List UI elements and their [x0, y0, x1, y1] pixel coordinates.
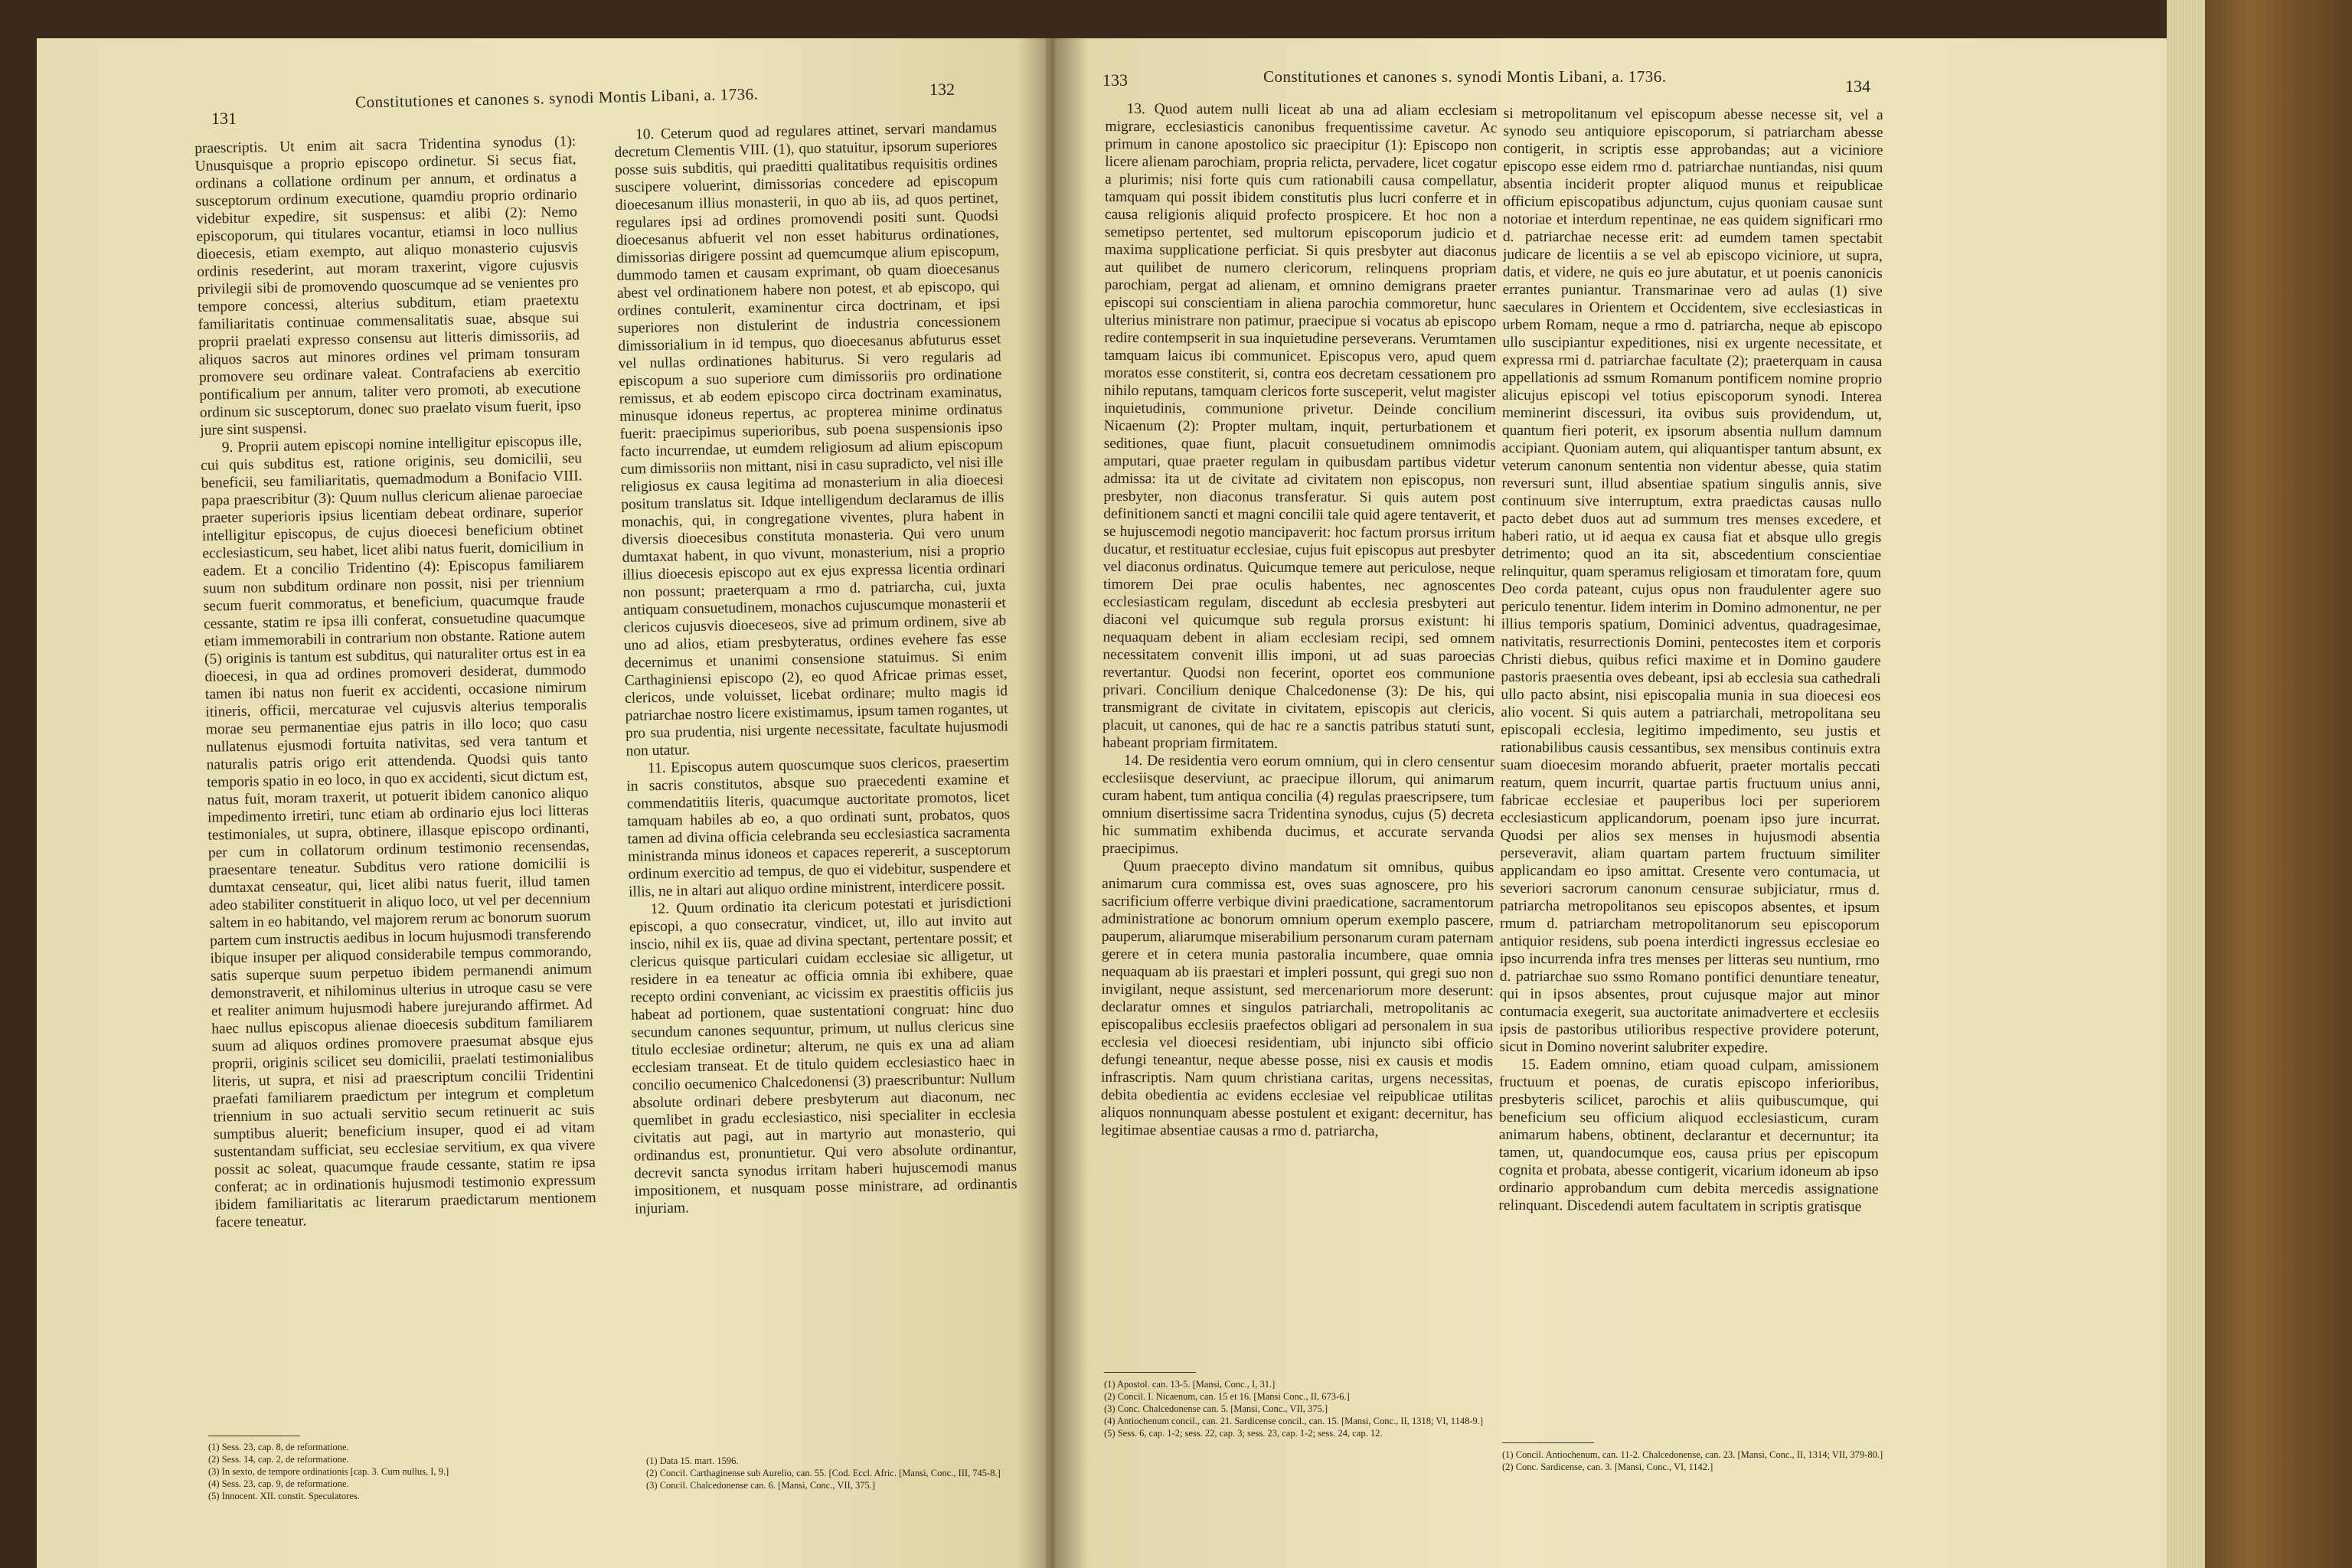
footnote: (2) Conc. Sardicense, can. 3. [Mansi, Conc., VI, 1142.] [1502, 1462, 1713, 1472]
paragraph: 12. Quum ordinatio ita clericum potestati et jurisdictioni episcopi, a quo consecratur, vindicet, ut, illo aut invito aut inscio, nihil ex iis, quae ad divina spectant, pertentare possit; et clericus quisque particulari cuidam ecclesiae sic alligetur, ut residere in ea teneatur ac officia omnia ibi exhibere, quae recepto ordini conveniant, ac vicissim ex praestitis officiis jus habeat ad portionem, quae sustentationi congruat: hinc duo secundum canones sequuntur, primum, ut nullus clericus sine titulo ecclesiae ordinetur; alterum, ne quis ex una ad aliam ecclesiam transeat. Et de titulo quidem ecclesiastico haec in concilio oecumenico Chalcedonensi (3) praescribuntur: Nullum absolute ordinari debere presbyterum aut diaconum, nec quemlibet in gradu ecclesiastico, nisi specialiter in ecclesia civitatis aut pagi, aut in martyrio aut monasterio, qui ordinandus est, pronuntietur. Qui vero absolute ordinantur, decrevit sancta synodus irritam haberi hujuscemodi manus impositionem, et nusquam posse ministrare, ad ordinantis injuriam. [629, 894, 1018, 1217]
left-footnotes-col1 [208, 1441, 591, 1517]
footnote: (4) Antiochenum concil., can. 21. Sardicense concil., can. 15. [Mansi, Conc., II, 1318; VI, 1148-9.] [1104, 1416, 1484, 1426]
footnote: (1) Apostol. can. 13-5. [Mansi, Conc., I, 31.] [1104, 1379, 1276, 1390]
footnote-rule [1104, 1372, 1196, 1373]
right-column-1 [1099, 100, 1497, 1365]
book-cover-edge [2205, 0, 2352, 1568]
right-footnotes-col2 [1502, 1449, 1885, 1494]
footnote: (1) Data 15. mart. 1596. [646, 1455, 739, 1466]
paragraph: 13. Quod autem nulli liceat ab una ad aliam ecclesiam migrare, ecclesiasticis canonibus frequentissime cavetur. Ac primum in canone apostolico sic praecipitur (1): Episcopo non licere alienam parochiam, propria relicta, pervadere, licet cogatur a plurimis; nisi forte quis cum rationabili causa compellatur, tamquam qui possit ibidem constitutis plus lucri conferre et in causa religionis aliquid profecto prospicere. Et hoc non a semetipso pertentet, sed multorum episcoporum judicio et maxima supplicatione perficiat. Si quis presbyter aut diaconus aut quilibet de numero clericorum, relinquens propriam parochiam, pergat ad alienam, et omnino demigrans praeter episcopi sui conscientiam in aliena parochia commoretur, hunc ulterius ministrare non patimur, praecipue si vocatus ab episcopo redire contempserit in sua inquietudine perseverans. Verumtamen tamquam laicus ibi communicet. Episcopus vero, apud quem moratos esse constiterit, si, contra eos decretam cessationem pro nihilo reputans, tamquam clericos forte susceperit, velut magister inquietudinis, communione privetur. Deinde concilium Nicaenum (2): Propter multam, inquit, perturbationem et seditiones, quae fiunt, placuit consuetudinem omnimodis amputari, quae praeter regulam in quibusdam partibus videtur admissa: ita ut de civitate ad civitatem non episcopus, non presbyter, non diaconus transferatur. Si quis autem post definitionem sancti et magni concilii tale quid agere tentaverit, et se hujuscemodi negotio mancipaverit: hoc factum prorsus irritum ducatur, et restituatur ecclesiae, cujus fuit episcopus aut presbyter vel diaconus ordinatus. Quicumque temere aut periculose, neque timorem Dei prae oculis habentes, nec agnoscentes ecclesiasticam regulam, discedunt ab ecclesia presbyteri aut diaconi vel quicumque sub regula prorsus existunt: hi nequaquam debent in aliam ecclesiam recipi, sed omnem necessitatem convenit illis imponi, ut ad suas paroecias revertantur. Quodsi non fecerint, oportet eos communione privari. Concilium denique Chalcedonense (3): De his, qui transmigrant de civitate in civitatem, episcopis aut clericis, placuit, ut canones, qui de hac re a sanctis patribus statuti sunt, habeant propriam firmitatem. [1102, 101, 1498, 752]
paragraph: praescriptis. Ut enim ait sacra Tridentina synodus (1): Unusquisque a proprio episcopo ordinetur. Si secus fiat, ordinans a collatione ordinum per annum, et ordinatus a susceptorum ordinum executione, quamdiu proprio ordinario videbitur expedire, sit suspensus: et alibi (2): Nemo episcoporum, qui titulares vocantur, etiamsi in loco nullius dioecesis, etiam exempto, aut aliquo monasterio cujusvis ordinis resederint, aut moram traxerint, vigore cujusvis privilegii sibi de promovendo quoscumque ad se venientes pro tempore concessi, alterius subditum, etiam praetextu familiaritatis continuae commensalitatis suae, absque sui proprii praelati expresso consensu aut litteris dimissoriis, ad aliquos sacros aut minores ordines vel primam tonsuram promovere seu ordinare valeat. Contrafaciens ab exercitio pontificalium per annum, taliter vero promoti, ab executione ordinum sic susceptorum, donec suo praelato visum fuerit, ipso jure sint suspensi. [194, 133, 581, 439]
left-column-2 [614, 119, 1021, 1419]
right-running-header: Constitutiones et canones s. synodi Montis Libani, a. 1736. [1263, 67, 1667, 86]
footnote: (4) Sess. 23, cap. 9, de reformatione. [208, 1478, 349, 1489]
footnote: (3) Concil. Chalcedonense can. 6. [Mansi, Conc., VII, 375.] [646, 1480, 876, 1491]
paragraph: 9. Proprii autem episcopi nomine intelligitur episcopus ille, cui quis subditus est, ratione originis, seu domicilii, seu beneficii, seu familiaritatis, quemadmodum a Bonifacio VIII. papa praescribitur (3): Quum nullus clericum alienae paroeciae praeter superioris ipsius licentiam debeat ordinare, superior intelligitur episcopus, de cujus dioecesi beneficium obtinet ecclesiasticum, seu habet, licet alibi natus fuerit, domicilium in eadem. Et a concilio Tridentino (4): Episcopus familiarem suum non subditum ordinare non possit, nisi per triennium secum fuerit commoratus, et beneficium, quacumque fraude cessante, statim re ipsa illi conferat, consuetudine quacumque etiam immemorabili in contrarium non obstante. Ratione autem (5) originis is tantum est subditus, qui naturaliter ortus est in ea dioecesi, in qua ad ordines promoveri desiderat, dummodo tamen ibi natus non fuerit ex accidenti, occasione nimirum itineris, officii, mercaturae vel cujusvis alterius temporalis morae seu permanentiae ejus patris in illo loco; quo casu nullatenus ejusmodi fortuita nativitas, sed vera tantum et naturalis patris origo erit attendenda. Quodsi quis tanto temporis spatio in eo loco, in quo ex accidenti, sicut dictum est, natus fuit, moram traxerit, ut potuerit ibidem canonico aliquo impedimento irretiri, tunc etiam ab ordinario ejus loci litteras testimoniales, ut supra, obtinere, illasque episcopo ordinanti, per cum in collatorum ordinum testimonio recensendas, praesentare teneatur. Subditus vero ratione domicilii is dumtaxat censeatur, qui, licet alibi natus fuerit, illud tamen adeo stabiliter constituerit in aliquo loco, ut vel per decennium saltem in eo habitando, vel majorem rerum ac bonorum suorum partem cum instructis aedibus in locum hujusmodi transferendo ibique insuper per aliquod considerabile tempus commorando, satis superque suum perpetuo ibidem permanendi animum demonstraverit, et nihilominus ulterius in utroque casu se vere et realiter animum hujusmodi habere jurejurando affirmet. Ad haec nullus episcopus alienae dioecesis subditum familiarem suum ad aliquos ordines promovere praesumat absque ejus proprii, originis scilicet seu domicilii, praelati testimonialibus literis, ut supra, et nisi ad praescriptum concilii Tridentini praefati familiarem praedictum per integrum et completum triennium in suo actuali servitio secum retinuerit ac suis sumptibus aluerit; beneficium insuper, quod ei ad vitam sustentandam sufficiat, seu ecclesiae servitium, ex qua vivere possit ac soleat, quacumque fraude cessante, statim re ipsa conferat; ac in ordinationis hujusmodi testimonio expressum ibidem familiaritatis ac literarum praedictarum mentionem facere teneatur. [200, 433, 596, 1231]
right-footnotes-col1 [1104, 1378, 1487, 1493]
right-page-number-133: 133 [1102, 70, 1128, 90]
paragraph: 14. De residentia vero eorum omnium, qui in clero censentur ecclesiisque deserviunt, ac praecipue illorum, qui animarum curam habent, tum antiqua concilia (4) regulas praescripsere, tum omnium disertissime sacra Tridentina synodus, cujus (5) decreta hic summatim exhibenda ducimus, et accurate servanda praecipimus. [1102, 753, 1494, 858]
footnote: (5) Innocent. XII. constit. Speculatores. [208, 1491, 360, 1501]
footnote: (1) Concil. Antiochenum, can. 11-2. Chalcedonense, can. 23. [Mansi, Conc., II, 1314; VII, 379-80.] [1502, 1449, 1883, 1460]
footnote: (2) Sess. 14, cap. 2, de reformatione. [208, 1454, 349, 1465]
paragraph: Quum praecepto divino mandatum sit omnibus, quibus animarum cura commissa est, oves suas agnoscere, pro his sacrificium offerre verbique divini praedicatione, sacramentorum administratione ac bonorum omnium operum exemplo pascere, pauperum, aliarumque miserabilium personarum curam paternam gerere et in cetera munia pastoralia incumbere, quae omnia nequaquam ab iis praestari et impleri possunt, qui gregi suo non invigilant, neque assistunt, sed mercenariorum more deserunt: declaratur omnes et singulos patriarchali, metropolitanis ac episcopalibus ecclesiis praefectos obligari ad personalem in sua ecclesia vel dioecesi residentiam, ubi injuncto sibi officio defungi teneantur, neque abesse posse, nisi ex causis et modis infrascriptis. Nam quum christiana caritas, urgens necessitas, debita obedientia ac evidens ecclesiae vel reipublicae utilitas aliquos nonnunquam abesse postulent et exigant: decernitur, has legitimae absentiae causas a rmo d. patriarcha, [1100, 858, 1494, 1140]
paragraph: 11. Episcopus autem quoscumque suos clericos, praesertim in sacris constitutos, absque suo praecedenti examine et commendatitiis literis, quacumque auctoritate promotos, licet tamquam habiles ab eo, a quo ordinati sunt, probatos, quos tamen ad divina officia celebranda seu ecclesiastica sacramenta ministranda minus idoneos et capaces repererit, a susceptorum ordinum exercitio ad tempus, de quo ei videbitur, suspendere et illis, ne in altari aut aliquo ordine ministrent, interdicere possit. [626, 753, 1011, 900]
footnote: (1) Sess. 23, cap. 8, de reformatione. [208, 1442, 349, 1452]
left-page-number-131: 131 [211, 109, 237, 128]
footnote: (2) Concil. I. Nicaenum, can. 15 et 16. [Mansi Conc., II, 673-6.] [1104, 1391, 1350, 1402]
left-footnotes-col2 [646, 1455, 1021, 1524]
footnote: (3) Conc. Chalcedonense can. 5. [Mansi, Conc., VII, 375.] [1104, 1403, 1328, 1414]
footnote: (2) Concil. Carthaginense sub Aurelio, can. 55. [Cod. Eccl. Afric. [Mansi, Conc., III, 745-8.] [646, 1468, 1001, 1478]
paragraph: si metropolitanum vel episcopum abesse necesse sit, vel a synodo seu antiquiore episcoporum, si patriarcham abesse contigerit, in scriptis esse approbandas; aut a viciniore episcopo esse eidem rmo d. patriarchae nuntiandas, nisi quum absentia inciderit propter aliquod munus et reipublicae officium episcopatibus adjunctum, cujus quoniam causae sunt notoriae et interdum repentinae, ne eas quidem significari rmo d. patriarchae necesse erit: ad eumdem tamen spectabit judicare de licentiis a se vel ab episcopo viciniore, ut supra, datis, et videre, ne quis eo jure abutatur, et ut poenis canonicis errantes puniantur. Transmarinae vero ad aulas (1) sive saeculares in Orientem et Occidentem, sive ecclesiasticas in urbem Romam, neque a rmo d. patriarcha, neque ab episcopo ullo suscipiantur expeditiones, nisi ex urgente necessitate, et expressa rmi d. patriarchae facultate (2); praeterquam in causa appellationis ad ssmum Romanum pontificem nomine proprio alicujus episcopi vel totius episcoporum synodi. Interea meminerint discessuri, ita ovibus suis providendum, ut, quantum fieri poterit, ex ipsorum absentia nullum damnum accipiant. Quoniam autem, qui aliquantisper tantum absunt, ex veterum canonum sententia non videntur abesse, quia statim reversuri sunt, illud absentiae spatium singulis annis, sive continuum sive interruptum, extra praedictas causas nullo pacto debet duos aut ad summum tres menses excedere, et haberi ratio, ut id aequa ex causa fiat et absque ullo gregis detrimento; quod an ita sit, abscedentium conscientiae relinquitur, quam speramus religiosam et timoratam fore, quum Deo corda pateant, cujus opus non fraudulenter agere suo periculo tenentur. Iidem interim in Domino admonentur, ne per illius temporis spatium, Dominici adventus, quadragesimae, nativitatis, resurrectionis Domini, pentecostes item et corporis Christi diebus, quibus refici maxime et in Domino gaudere pastoris praesentia oves debeant, ipsi ab ecclesia sua cathedrali ullo pacto absint, nisi episcopalia munia in sua dioecesi eos alio vocent. Si quis autem a patriarchali, metropolitana seu episcopali ecclesia, legitimo impedimento, seu justis et rationabilibus causis cessantibus, sex mensibus continuis extra suam dioecesim morando abfuerit, praeter mortalis peccati reatum, quem incurrit, quartae partis fructuum unius anni, fabricae ecclesiae et pauperibus loci per superiorem ecclesiasticum applicandorum, poenam ipso jure incurrat. Quodsi per alios sex menses in hujusmodi absentia perseveravit, aliam quartam partem fructuum similiter applicandam eo ipso amittat. Cresente vero contumacia, ut severiori sacrorum canonum censurae subjiciatur, rmus d. patriarcha metropolitanos seu episcopos absentes, et ipsum rmum d. patriarcham metropolitanorum seu episcoporum antiquior residens, sub poena interdicti ingressus ecclesiae eo ipso incurrenda infra tres menses per litteras seu nuntium, rmo d. patriarchae suo ssmo Romano pontifici denuntiare teneatur, qui in ipsos absentes, prout cujusque major aut minor contumacia exegerit, sua auctoritate animadvertere et ecclesiis ipsis de pastoribus utilioribus respective providere poterunt, sicut in Domino noverint salubriter expedire. [1499, 105, 1883, 1057]
left-page-number-132: 132 [929, 80, 955, 99]
right-column-2 [1498, 105, 1883, 1408]
footnote-rule [1502, 1442, 1594, 1443]
footnote: (3) In sexto, de tempore ordinationis [cap. 3. Cum nullus, I, 9.] [208, 1466, 449, 1477]
paragraph: 15. Eadem omnino, etiam quoad culpam, amissionem fructuum et poenas, de curatis episcopo inferioribus, presbyteris scilicet, parochis et aliis quibuscumque, qui beneficium seu officium aliquod ecclesiasticum, curam animarum habens, obtinent, declarantur et decernuntur; ita tamen, ut, quandocumque eos, causa prius per episcopum cognita et probata, abesse contigerit, vicarium idoneum ab ipso ordinario approbandum cum debita mercedis assignatione relinquant. Discedendi autem facultatem in scriptis gratisque [1498, 1057, 1880, 1215]
right-page-number-134: 134 [1845, 77, 1870, 96]
left-running-header: Constitutiones et canones s. synodi Montis Libani, a. 1736. [354, 84, 759, 112]
paragraph: 10. Ceterum quod ad regulares attinet, servari mandamus decretum Clementis VIII. (1), quo statuitur, ipsorum superiores posse suis subditis, qui praeditti qualitatibus requisitis ordines suscipere voluerint, dimissorias concedere ad episcopum dioecesanum illius monasterii, in quo ab iis, ad quos pertinet, regulares ipsi ad ordines promovendi positi sunt. Quodsi dioecesanus abfuerit vel non esset habiturus ordinationes, dimissorias dirigere possint ad quemcumque alium episcopum, dummodo tamen et causam exprimant, ob quam dioecesanus abest vel ordinationem habere non potest, et ab episcopo, qui ordines contulerit, examinentur circa doctrinam, et ipsi superiores non distulerint de industria concessionem dimissorialium in id tempus, quo dioecesanus abfuturus esset vel nullas ordinationes habiturus. Si vero regularis ad episcopum a suo superiore cum dimissoriis pro ordinatione remissus, et ab eodem episcopo circa doctrinam examinatus, minusque idoneus repertus, ac propterea minime ordinatus fuerit: praecipimus superioribus, sub poena suspensionis ipso facto incurrendae, ut eumdem religiosum ad alium episcopum cum dimissoriis non mittant, nisi in casu supradicto, vel nisi ille religiosus ex causa legitima ad monasterium in alia dioecesi positum translatus sit. Idque intelligendum declaramus de illis monachis, qui, in congregatione viventes, plura habent in diversis dioecesibus constituta monasteria. Qui vero unum dumtaxat habent, in quo vivunt, monasterium, nisi a proprio illius dioecesis episcopo aut ex ejus expressa licentia ordinari non possunt; praeterquam a rmo d. patriarcha, cui, juxta antiquam consuetudinem, monachos cujuscumque monasterii et clericos cujusvis dioeceseos, sive ad primum ordinem, sive ab uno ad alios, etiam presbyteratus, ordines evehere fas esse decernimus et unanimi consensione statuimus. Si enim Carthaginiensi episcopo (2), eo quod Africae primas esset, clericos, unde voluisset, licebat ordinare; multo magis id patriarchae nostro licere existimamus, ipsum tamen rogantes, ut pro sua prudentia, nisi urgente necessitate, facultate hujusmodi non utatur. [614, 119, 1009, 760]
book-gutter [1018, 38, 1087, 1568]
left-column-1 [194, 132, 600, 1418]
footnote: (5) Sess. 6, cap. 1-2; sess. 22, cap. 3; sess. 23, cap. 1-2; sess. 24, cap. 12. [1104, 1428, 1383, 1439]
